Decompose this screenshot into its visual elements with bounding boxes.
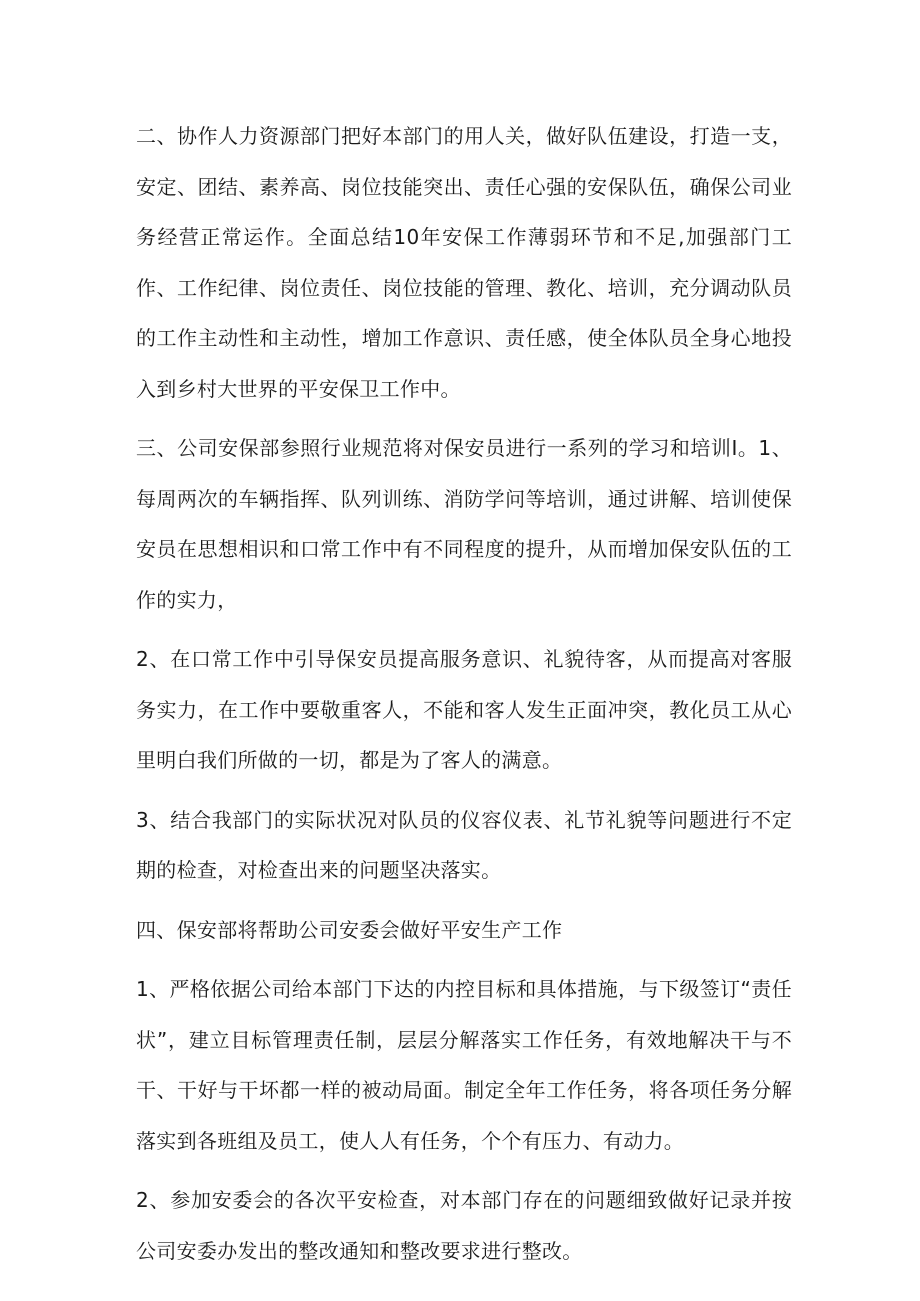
document-body [136,111,792,1285]
paragraph-item-1-responsibility: 1、严格依据公司给本部门下达的内控目标和具体措施，与下级签订“责任状”，建立目标管理责任制，层层分解落实工作任务，有效地解决干与不干、干好与干坏都一样的被动局面。制定全年工作任务，将各项任务分解落实到各班组及员工，使人人有任务，个个有压力、有动力。 [136,977,792,1153]
paragraph-section-four-heading: 四、保安部将帮助公司安委会做好平安生产工作 [136,917,563,942]
paragraph-item-2-safety-check: 2、参加安委会的各次平安检查，对本部门存在的问题细致做好记录并按公司安委办发出的整改通知和整改要求进行整改。 [136,1188,792,1263]
paragraph-section-three: 三、公司安保部参照行业规范将对保安员进行一系列的学习和培训I。1、每周两次的车辆指挥、队列训练、消防学问等培训，通过讲解、培训使保安员在思想相识和口常工作中有不同程度的提升，从而增加保安队伍的工作的实力， [136,436,792,612]
paragraph-section-two: 二、协作人力资源部门把好本部门的用人关，做好队伍建设，打造一支，安定、团结、素养高、岗位技能突出、责任心强的安保队伍，确保公司业务经营正常运作。全面总结10年安保工作薄弱环节和不足,加强部门工作、工作纪律、岗位责任、岗位技能的管理、教化、培训，充分调动队员的工作主动性和主动性，增加工作意识、责任感，使全体队员全身心地投入到乡村大世界的平安保卫工作中。 [136,124,792,401]
paragraph-item-2-service: 2、在口常工作中引导保安员提高服务意识、礼貌待客，从而提高对客服务实力，在工作中要敬重客人，不能和客人发生正面冲突，教化员工从心里明白我们所做的一切，都是为了客人的满意。 [136,647,792,772]
paragraph-item-3-inspection: 3、结合我部门的实际状况对队员的仪容仪表、礼节礼貌等问题进行不定期的检查，对检查出来的问题坚决落实。 [136,807,792,882]
